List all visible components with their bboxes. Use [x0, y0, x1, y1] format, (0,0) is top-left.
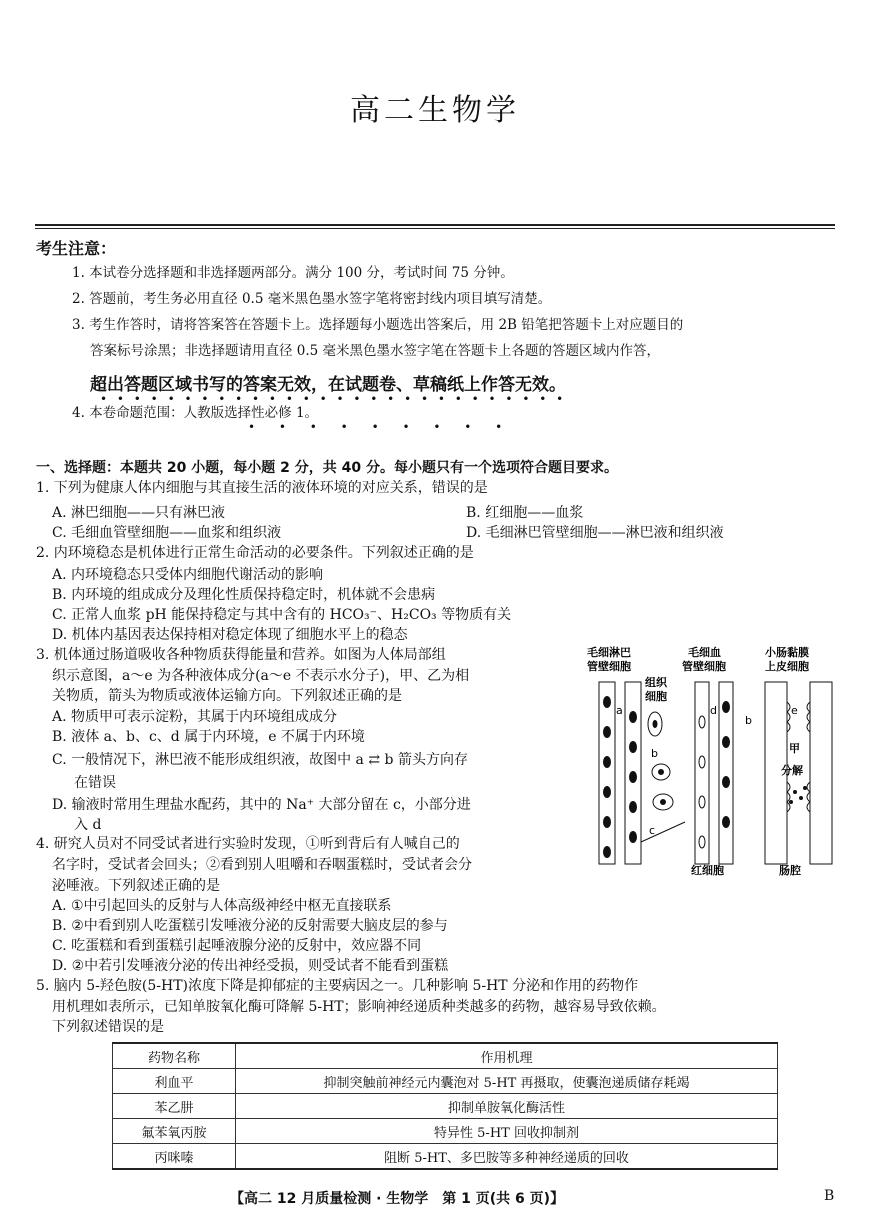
letter-c: c: [649, 824, 656, 837]
label-fenjie: 分解: [781, 764, 803, 777]
question-stem: 名字时，受试者会回头；②看到别人咀嚼和吞咽蛋糕时，受试者会分: [52, 857, 472, 873]
letter-d: d: [710, 704, 717, 717]
label-lumen: 肠腔: [779, 864, 801, 877]
table-cell: 阻断 5-HT、多巴胺等多种神经递质的回收: [236, 1144, 778, 1170]
table-cell: 特异性 5-HT 回收抑制剂: [236, 1119, 778, 1144]
section-heading: 一、选择题：本题共 20 小题，每小题 2 分，共 40 分。每小题只有一个选项符合题目要求。: [36, 460, 618, 476]
option-c-cont: 在错误: [74, 775, 116, 791]
question-stem: 用机理如表所示，已知单胺氧化酶可降解 5-HT；影响神经递质种类越多的药物，越容易导致依赖。: [52, 999, 666, 1015]
question-stem: 关物质，箭头为物质或液体运输方向。下列叙述正确的是: [52, 688, 402, 704]
option-b: B. ②中看到别人吃蛋糕引发唾液分泌的反射需要大脑皮层的参与: [52, 918, 448, 934]
option-c: C. 毛细血管壁细胞——血浆和组织液: [52, 525, 282, 541]
tissue-diagram: [585, 642, 840, 880]
label-capillary-1: 毛细血: [688, 646, 721, 659]
option-c: C. 一般情况下，淋巴液不能形成组织液，故图中 a ⇄ b 箭头方向存: [52, 752, 468, 768]
option-d-cont: 入 d: [74, 817, 102, 833]
notice-item: 1. 本试卷分选择题和非选择题两部分。满分 100 分，考试时间 75 分钟。: [72, 265, 514, 281]
table-header: 药物名称: [113, 1043, 236, 1069]
notice-item: 2. 答题前，考生务必用直径 0.5 毫米黑色墨水签字笔将密封线内项目填写清楚。: [72, 291, 552, 307]
table-cell: 氟苯氧丙胺: [113, 1119, 236, 1144]
option-c: C. 正常人血浆 pH 能保持稳定与其中含有的 HCO₃⁻、H₂CO₃ 等物质有关: [52, 607, 512, 623]
label-tissue-1: 组织: [645, 676, 667, 689]
notice-emphasis: 超出答题区域书写的答案无效，在试题卷、草稿纸上作答无效。: [90, 375, 566, 395]
table-cell: 丙咪嗪: [113, 1144, 236, 1170]
label-tissue-2: 细胞: [645, 690, 667, 703]
option-a: A. 物质甲可表示淀粉，其属于内环境组成成分: [52, 709, 338, 725]
question-stem: 1. 下列为健康人体内细胞与其直接生活的液体环境的对应关系，错误的是: [36, 480, 488, 496]
option-d: D. ②中若引发唾液分泌的传出神经受损，则受试者不能看到蛋糕: [52, 958, 449, 974]
label-capillary-2: 管壁细胞: [682, 660, 726, 673]
question-stem: 泌唾液。下列叙述正确的是: [52, 878, 220, 894]
label-jia: 甲: [789, 742, 800, 755]
notice-item: 4. 本卷命题范围：人教版选择性必修 1。: [72, 405, 319, 421]
table-row: [113, 1094, 778, 1119]
question-stem: 4. 研究人员对不同受试者进行实验时发现，①听到背后有人喊自己的: [36, 836, 460, 852]
table-row: [113, 1119, 778, 1144]
table-row: [113, 1144, 778, 1170]
divider: [35, 228, 835, 229]
table-cell: 抑制单胺氧化酶活性: [236, 1094, 778, 1119]
question-stem: 3. 机体通过肠道吸收各种物质获得能量和营养。如图为人体局部组: [36, 647, 446, 663]
table-header-row: [113, 1043, 778, 1069]
letter-b: b: [651, 747, 658, 760]
drug-table: [112, 1042, 778, 1170]
table-cell: 苯乙肼: [113, 1094, 236, 1119]
question-stem: 下列叙述错误的是: [52, 1019, 164, 1035]
label-lymph-2: 管壁细胞: [587, 660, 631, 673]
option-d: D. 毛细淋巴管壁细胞——淋巴液和组织液: [466, 525, 724, 541]
notice-item: 3. 考生作答时，请将答案答在答题卡上。选择题每小题选出答案后，用 2B 铅笔把答题卡上对应题目的: [72, 317, 684, 333]
option-a: A. 内环境稳态只受体内细胞代谢活动的影响: [52, 567, 324, 583]
table-cell: 抑制突触前神经元内囊泡对 5-HT 再摄取，使囊泡递质储存耗竭: [236, 1069, 778, 1094]
notice-item: 答案标号涂黑；非选择题请用直径 0.5 毫米黑色墨水签字笔在答题卡上各题的答题区域内作答，: [90, 343, 661, 359]
table-cell: 利血平: [113, 1069, 236, 1094]
label-rbc: 红细胞: [691, 864, 724, 877]
emphasis-dots: • • • • • • • • • • • • • • • • • • • • • • • • • • • •: [100, 392, 567, 406]
letter-e: e: [791, 704, 798, 717]
option-d: D. 输液时常用生理盐水配药，其中的 Na⁺ 大部分留在 c，小部分进: [52, 797, 471, 813]
option-b: B. 内环境的组成成分及理化性质保持稳定时，机体就不会患病: [52, 587, 436, 603]
page-footer: 【高二 12 月质量检测 · 生物学 第 1 页(共 6 页)】: [230, 1191, 565, 1207]
paper-version-mark: B: [824, 1188, 835, 1204]
option-d: D. 机体内基因表达保持相对稳定体现了细胞水平上的稳态: [52, 627, 408, 643]
letter-b2: b: [745, 714, 752, 727]
label-intestine-1: 小肠黏膜: [765, 646, 809, 659]
question-stem: 2. 内环境稳态是机体进行正常生命活动的必要条件。下列叙述正确的是: [36, 545, 474, 561]
notice-heading: 考生注意：: [36, 239, 117, 258]
letter-a: a: [616, 704, 623, 717]
option-b: B. 液体 a、b、c、d 属于内环境，e 不属于内环境: [52, 729, 365, 745]
question-stem: 织示意图，a～e 为各种液体成分(a～e 不表示水分子)，甲、乙为相: [52, 668, 470, 684]
option-c: C. 吃蛋糕和看到蛋糕引起唾液腺分泌的反射中，效应器不同: [52, 938, 422, 954]
table-row: [113, 1069, 778, 1094]
option-a: A. 淋巴细胞——只有淋巴液: [52, 505, 226, 521]
divider: [35, 224, 835, 226]
label-lymph-1: 毛细淋巴: [587, 646, 631, 659]
label-intestine-2: 上皮细胞: [765, 660, 809, 673]
option-b: B. 红细胞——血浆: [466, 505, 584, 521]
page-title: 高二生物学: [350, 93, 520, 128]
question-stem: 5. 脑内 5-羟色胺(5-HT)浓度下降是抑郁症的主要病因之一。几种影响 5-HT 分泌和作用的药物作: [36, 978, 639, 994]
emphasis-dots: • • • • • • • • •: [248, 420, 513, 434]
table-header: 作用机理: [236, 1043, 778, 1069]
option-a: A. ①中引起回头的反射与人体高级神经中枢无直接联系: [52, 898, 392, 914]
